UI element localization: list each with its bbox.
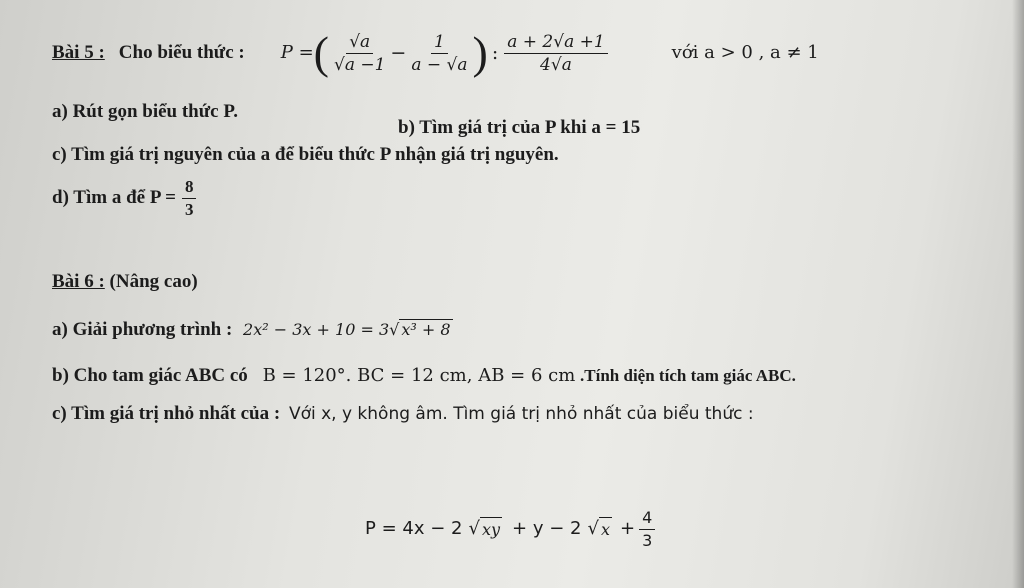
bai5-part-c: c) Tìm giá trị nguyên của a để biểu thức P nhận giá trị nguyên.	[52, 144, 559, 165]
expr-fraction-num: 4	[639, 507, 655, 530]
bai6-part-b: b) Cho tam giác ABC có	[52, 365, 248, 386]
bai5-part-a: a) Rút gọn biểu thức P.	[52, 101, 238, 122]
sqrt-icon-1: √	[468, 518, 480, 539]
fraction-2-num: 1	[431, 31, 448, 54]
bai6-heading: Bài 6 :	[52, 271, 105, 292]
bai6-heading-line	[52, 270, 198, 294]
bai6-part-b-suffix: .Tính diện tích tam giác ABC.	[580, 366, 796, 385]
fraction-1-num: √a	[346, 31, 373, 54]
bai5-heading: Bài 5 :	[52, 42, 105, 63]
fraction-3-num: a + 2√a +1	[504, 31, 607, 54]
fraction-3	[504, 31, 607, 76]
expr-plus: +	[619, 518, 636, 539]
sqrt-icon-2: √	[587, 518, 599, 539]
fraction-1-den: √a −1	[333, 54, 386, 75]
bai5-part-b: b) Tìm giá trị của P khi a = 15	[398, 117, 641, 138]
equation-left: 2x² − 3x + 10 = 3	[243, 320, 390, 339]
d-fraction-num: 8	[182, 176, 197, 199]
bai6-part-b-line	[52, 364, 796, 388]
equation-radicand: x³ + 8	[401, 320, 451, 339]
fraction-2-den: a − √a	[411, 54, 468, 75]
expr-mid: + y − 2	[512, 518, 582, 539]
bai5-part-d: d) Tìm a để P =	[52, 187, 176, 208]
expr-radicand-2: x	[599, 517, 612, 542]
divide-sign: :	[491, 42, 499, 64]
bai6-part-c-text: Với x, y không âm. Tìm giá trị nhỏ nhất của biểu thức :	[288, 404, 754, 424]
fraction-3-den: 4√a	[540, 54, 572, 75]
bai6-subtitle: (Nâng cao)	[109, 271, 198, 292]
triangle-given: B = 120°. BC = 12 cm, AB = 6 cm	[262, 365, 576, 386]
fraction-2	[408, 31, 470, 76]
d-fraction-den: 3	[184, 199, 194, 219]
min-expression	[365, 500, 657, 558]
p-equals: P =	[280, 42, 314, 63]
bai5-intro: Cho biểu thức :	[118, 42, 245, 63]
bai6-part-a: a) Giải phương trình :	[52, 319, 233, 340]
expr-fraction	[639, 507, 655, 552]
expr-fraction-den: 3	[642, 530, 653, 550]
bai6-part-a-line	[52, 318, 453, 342]
condition: với a > 0 , a ≠ 1	[671, 42, 819, 63]
fraction-1	[331, 31, 388, 76]
bai6-part-c: c) Tìm giá trị nhỏ nhất của :	[52, 403, 281, 424]
page-edge-shadow	[1012, 0, 1024, 588]
expr-left: P = 4x − 2	[365, 518, 463, 539]
minus-sign: −	[390, 42, 407, 64]
bai5-heading-line	[52, 18, 819, 88]
bai6-part-c-line	[52, 402, 754, 426]
right-paren: )	[472, 27, 488, 78]
d-fraction	[182, 176, 197, 221]
bai5-part-d-line	[52, 170, 198, 226]
left-paren: (	[313, 27, 329, 78]
sqrt-icon: √	[389, 320, 400, 339]
expr-radicand-1: xy	[480, 517, 502, 542]
